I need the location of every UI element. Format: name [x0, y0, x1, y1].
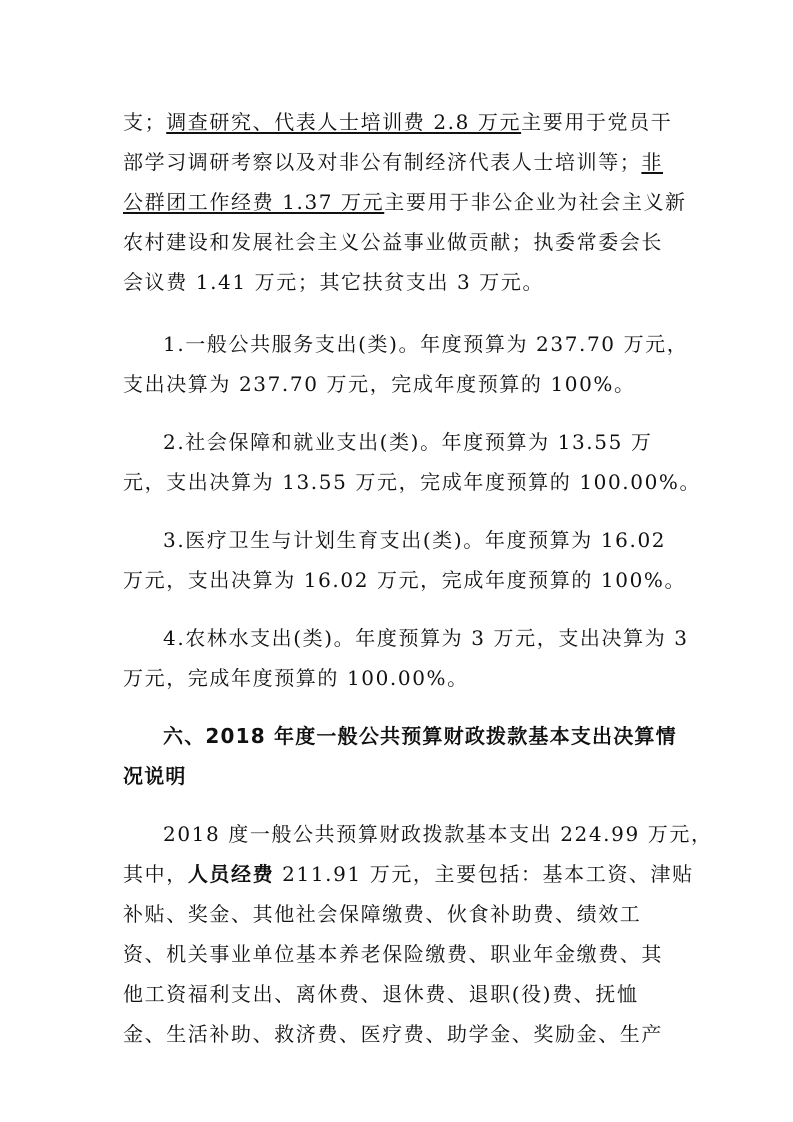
item-3-line-1: 3.医疗卫生与计划生育支出(类)。年度预算为 16.02: [163, 528, 667, 552]
item-4-line-2: 万元，完成年度预算的 100.00%。: [123, 666, 469, 690]
text-segment: 211.91 万元，主要包括：基本工资、津贴: [274, 862, 694, 886]
item-1-line-1: 1.一般公共服务支出(类)。年度预算为 237.70 万元，: [163, 332, 689, 356]
underlined-text: 调查研究、代表人士培训费 2.8 万元: [166, 110, 522, 134]
bold-text: 人员经费: [187, 862, 275, 886]
item-3-line-2: 万元，支出决算为 16.02 万元，完成年度预算的 100%。: [123, 568, 687, 592]
section-heading-line-2: 况说明: [123, 764, 187, 788]
paragraph-2-line-5: 他工资福利支出、离休费、退休费、退职(役)费、抚恤: [123, 982, 639, 1006]
paragraph-1-line-1: [123, 109, 683, 135]
paragraph-2-line-2: [123, 861, 694, 887]
item-1-line-2: 支出决算为 237.70 万元，完成年度预算的 100%。: [123, 372, 636, 396]
item-2-line-2: 元，支出决算为 13.55 万元，完成年度预算的 100.00%。: [123, 470, 702, 494]
section-heading-line-1: 六、2018 年度一般公共预算财政拨款基本支出决算情: [163, 724, 677, 748]
paragraph-2-line-3: 补贴、奖金、其他社会保障缴费、伙食补助费、绩效工: [123, 902, 642, 926]
paragraph-1-line-2: [123, 149, 683, 175]
text-segment: 部学习调研考察以及对非公有制经济代表人士培训等；: [123, 150, 642, 174]
underlined-text: 非: [641, 150, 664, 174]
item-2-line-1: 2.社会保障和就业支出(类)。年度预算为 13.55 万: [163, 430, 653, 454]
paragraph-2-line-6: 金、生活补助、救济费、医疗费、助学金、奖励金、生产: [123, 1022, 663, 1046]
text-segment: 支；: [123, 110, 167, 134]
paragraph-1-line-4: 农村建设和发展社会主义公益事业做贡献；执委常委会长: [123, 230, 663, 254]
text-segment: 主要用于非公企业为社会主义新: [384, 190, 687, 214]
paragraph-1-line-3: [123, 189, 687, 215]
text-segment: 主要用于党员干: [521, 110, 673, 134]
item-4-line-1: 4.农林水支出(类)。年度预算为 3 万元，支出决算为 3: [163, 626, 689, 650]
paragraph-1-line-5: 会议费 1.41 万元；其它扶贫支出 3 万元。: [123, 270, 545, 294]
underlined-text: 公群团工作经费 1.37 万元: [123, 190, 385, 214]
paragraph-2-line-4: 资、机关事业单位基本养老保险缴费、职业年金缴费、其: [123, 942, 663, 966]
text-segment: 其中，: [123, 862, 188, 886]
paragraph-2-line-1: 2018 度一般公共预算财政拨款基本支出 224.99 万元，: [163, 822, 713, 846]
